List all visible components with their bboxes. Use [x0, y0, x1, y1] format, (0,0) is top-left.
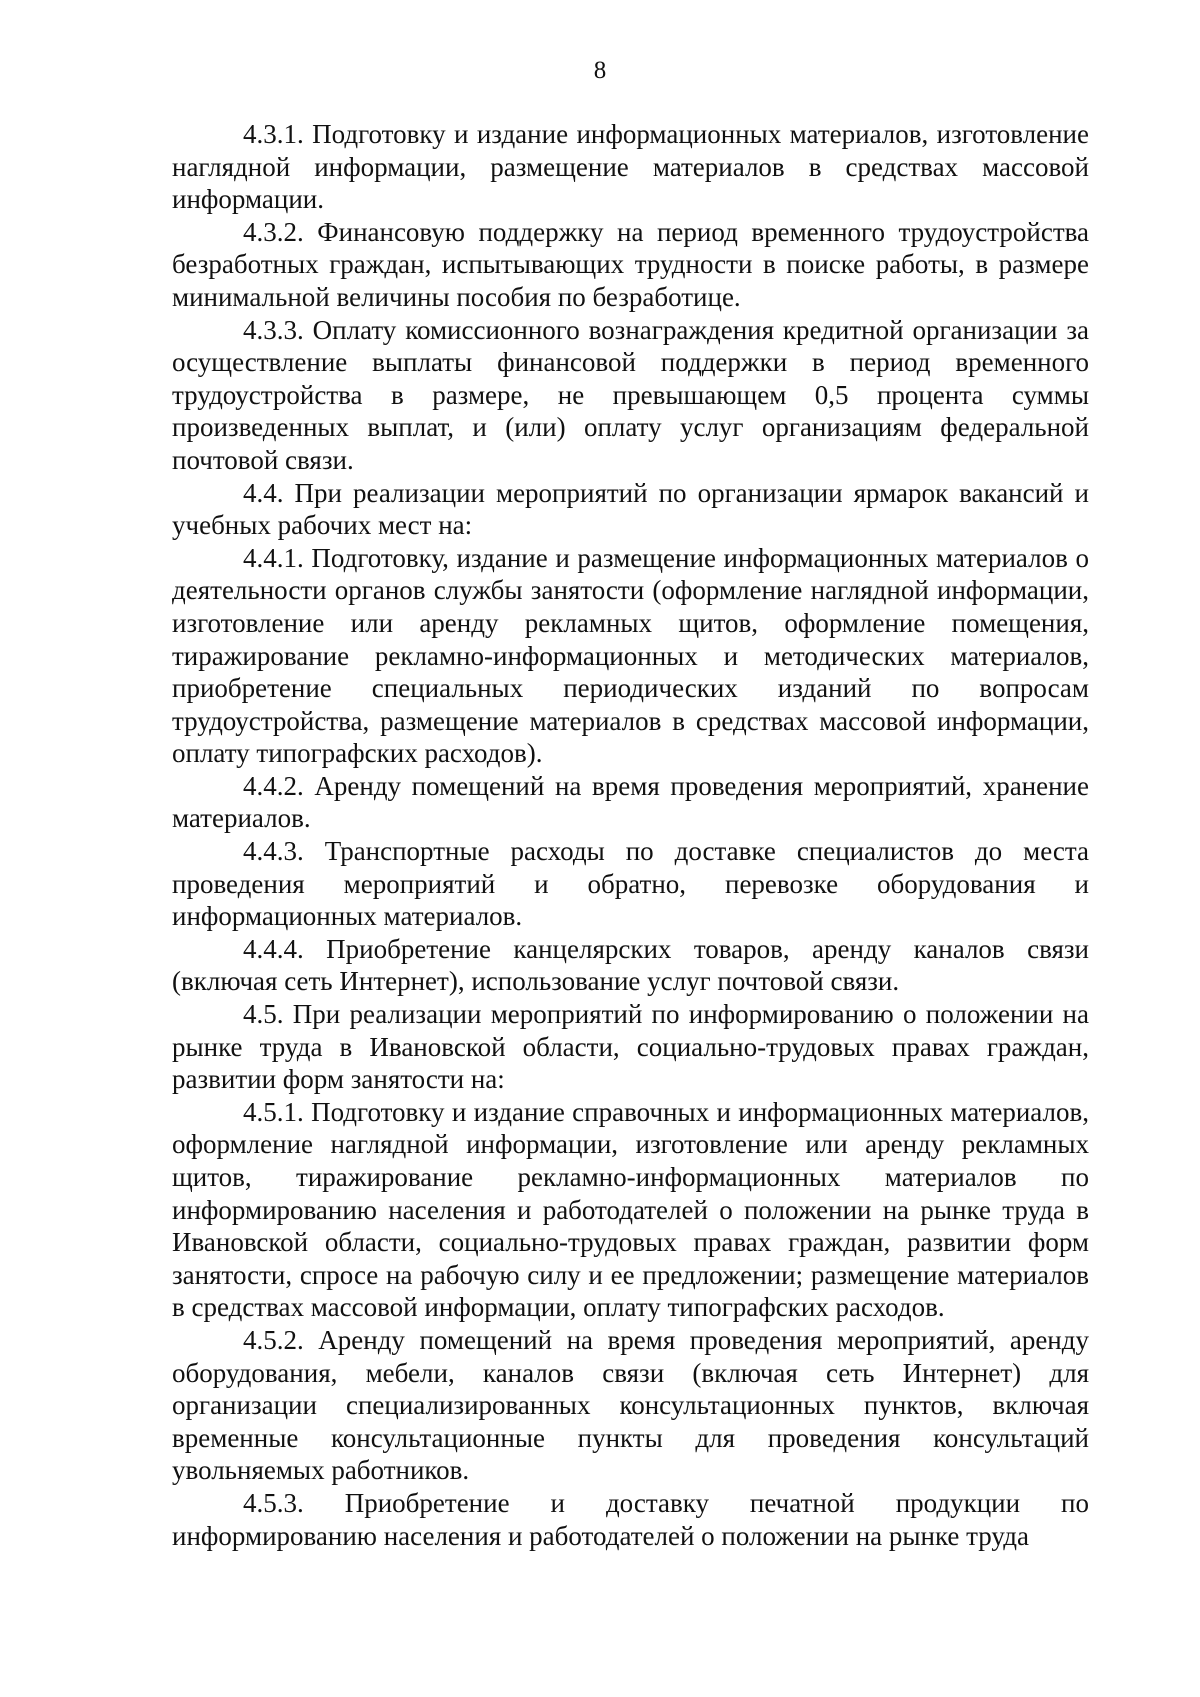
paragraph-4-4-4: 4.4.4. Приобретение канцелярских товаров, аренду каналов связи (включая сеть Интернет), использование услуг почтовой связи.: [172, 933, 1089, 997]
paragraph-4-3-2: 4.3.2. Финансовую поддержку на период временного трудоустройства безработных граждан, испытывающих трудности в поиске работы, в размере минимальной величины пособия по безработице.: [172, 216, 1089, 312]
paragraph-4-4-2: 4.4.2. Аренду помещений на время проведения мероприятий, хранение материалов.: [172, 770, 1089, 834]
paragraph-4-4-1: 4.4.1. Подготовку, издание и размещение информационных материалов о деятельности органов службы занятости (оформление наглядной информации, изготовление или аренду рекламных щитов, оформление помещения, тиражирование рекламно-информационных и методических материалов, приобретение специальных периодических изданий по вопросам трудоустройства, размещение материалов в средствах массовой информации, оплату типографских расходов).: [172, 542, 1089, 769]
document-body: [172, 118, 1089, 1552]
paragraph-4-4-3: 4.4.3. Транспортные расходы по доставке специалистов до места проведения мероприятий и обратно, перевозке оборудования и информационных материалов.: [172, 836, 1089, 932]
paragraph-4-5-3: 4.5.3. Приобретение и доставку печатной продукции по информированию населения и работодателей о положении на рынке труда: [172, 1487, 1089, 1551]
paragraph-4-4: 4.4. При реализации мероприятий по организации ярмарок вакансий и учебных рабочих мест на:: [172, 477, 1089, 541]
paragraph-4-5-2: 4.5.2. Аренду помещений на время проведения мероприятий, аренду оборудования, мебели, каналов связи (включая сеть Интернет) для организации специализированных консультационных пунктов, включая временные консультационные пункты для проведения консультаций увольняемых работников.: [172, 1324, 1089, 1486]
page-number: 8: [593, 57, 607, 84]
paragraph-4-5: 4.5. При реализации мероприятий по информированию о положении на рынке труда в Ивановской области, социально-трудовых правах граждан, развитии форм занятости на:: [172, 999, 1089, 1095]
paragraph-4-3-1: 4.3.1. Подготовку и издание информационных материалов, изготовление наглядной информации, размещение материалов в средствах массовой информации.: [172, 119, 1089, 215]
paragraph-4-5-1: 4.5.1. Подготовку и издание справочных и информационных материалов, оформление наглядной информации, изготовление или аренду рекламных щитов, тиражирование рекламно-информационных материалов по информированию населения и работодателей о положении на рынке труда в Ивановской области, социально-трудовых правах граждан, развитии форм занятости, спросе на рабочую силу и ее предложении; размещение материалов в средствах массовой информации, оплату типографских расходов.: [172, 1096, 1089, 1323]
paragraph-4-3-3: 4.3.3. Оплату комиссионного вознаграждения кредитной организации за осуществление выплаты финансовой поддержки в период временного трудоустройства в размере, не превышающем 0,5 процента суммы произведенных выплат, и (или) оплату услуг организациям федеральной почтовой связи.: [172, 314, 1089, 475]
